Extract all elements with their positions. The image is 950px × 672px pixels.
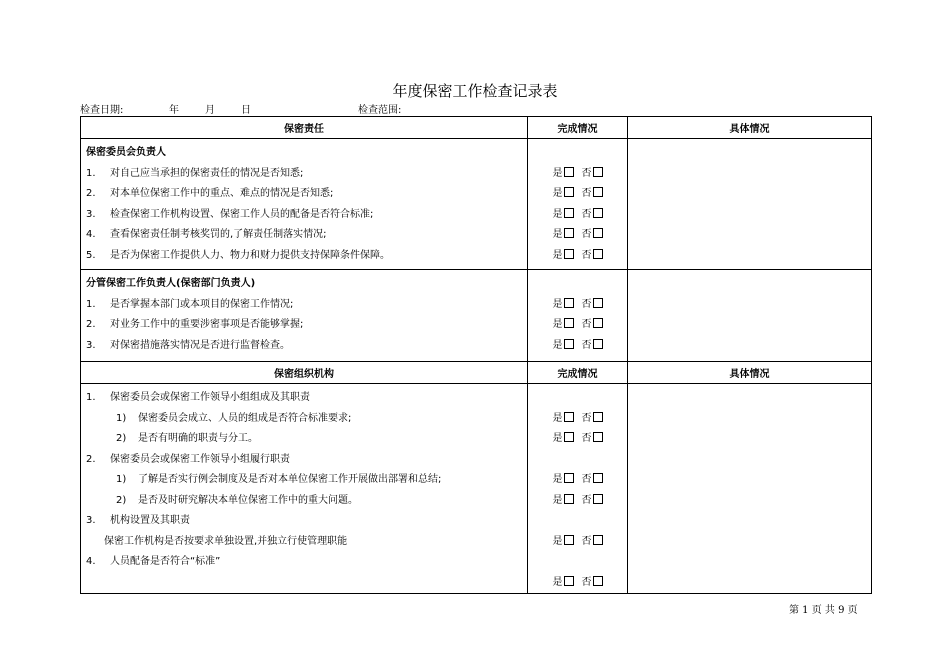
group-row	[81, 384, 872, 594]
yes-no-checkboxes	[528, 573, 627, 594]
completion-cell	[528, 139, 628, 270]
yes-checkbox[interactable]	[564, 339, 574, 349]
yes-label: 是	[552, 535, 563, 547]
yes-no-checkboxes	[528, 164, 627, 185]
no-checkbox[interactable]	[593, 432, 603, 442]
section-header-row	[81, 362, 872, 384]
yes-checkbox[interactable]	[564, 576, 574, 586]
yes-label: 是	[552, 339, 563, 351]
no-checkbox[interactable]	[593, 494, 603, 504]
no-checkbox[interactable]	[593, 167, 603, 177]
no-label: 否	[581, 433, 592, 444]
details-cell[interactable]	[628, 139, 872, 270]
list-item: 2. 保密委员会或保密工作领导小组履行职责	[86, 453, 290, 465]
list-item: 3. 机构设置及其职责	[86, 515, 190, 526]
list-item: 1. 是否掌握本部门或本项目的保密工作情况;	[86, 298, 294, 310]
group-title: 分管保密工作负责人(保密部门负责人)	[86, 278, 256, 289]
no-checkbox[interactable]	[593, 298, 603, 308]
scope-label: 检查范围:	[358, 105, 402, 116]
yes-checkbox[interactable]	[564, 249, 574, 259]
year-label: 年	[169, 105, 179, 116]
no-label: 否	[581, 535, 592, 547]
column-header-completion: 完成情况	[528, 362, 628, 384]
yes-checkbox[interactable]	[564, 187, 574, 197]
column-header-responsibility: 保密责任	[81, 117, 528, 139]
no-checkbox[interactable]	[593, 228, 603, 238]
yes-checkbox[interactable]	[564, 298, 574, 308]
yes-no-checkboxes	[528, 184, 627, 205]
page-footer: 第 1 页 共 9 页	[789, 605, 858, 616]
completion-cell	[528, 270, 628, 362]
no-checkbox[interactable]	[593, 576, 603, 586]
yes-checkbox[interactable]	[564, 432, 574, 442]
yes-label: 是	[552, 474, 563, 485]
group-items-cell	[81, 270, 528, 362]
group-title: 保密委员会负责人	[86, 147, 166, 158]
yes-no-checkboxes	[528, 315, 627, 336]
yes-checkbox[interactable]	[564, 494, 574, 504]
yes-checkbox[interactable]	[564, 473, 574, 483]
yes-no-checkboxes	[528, 205, 627, 226]
yes-checkbox[interactable]	[564, 167, 574, 177]
group-row	[81, 139, 872, 270]
no-checkbox[interactable]	[593, 412, 603, 422]
yes-no-checkboxes	[528, 246, 627, 267]
no-label: 否	[581, 339, 592, 351]
no-label: 否	[581, 167, 592, 179]
yes-label: 是	[552, 188, 563, 199]
no-label: 否	[581, 208, 592, 220]
month-label: 月	[205, 105, 215, 116]
yes-label: 是	[552, 167, 563, 179]
column-header-completion: 完成情况	[528, 117, 628, 139]
yes-no-checkboxes	[528, 295, 627, 316]
no-checkbox[interactable]	[593, 208, 603, 218]
sub-list-item: 2) 是否及时研究解决本单位保密工作中的重大问题。	[116, 494, 358, 506]
list-item: 5. 是否为保密工作提供人力、物力和财力提供支持保障条件保障。	[86, 249, 390, 261]
day-label: 日	[241, 105, 251, 116]
completion-cell	[528, 384, 628, 594]
group-row	[81, 270, 872, 362]
no-checkbox[interactable]	[593, 249, 603, 259]
column-header-organization: 保密组织机构	[81, 362, 528, 384]
no-checkbox[interactable]	[593, 339, 603, 349]
yes-label: 是	[552, 494, 563, 506]
yes-label: 是	[552, 249, 563, 261]
yes-no-checkboxes	[528, 491, 627, 512]
list-item-plain: 保密工作机构是否按要求单独设置,并独立行使管理职能	[104, 535, 348, 547]
list-item: 4. 查看保密责任制考核奖罚的,了解责任制落实情况;	[86, 229, 327, 240]
list-item: 4. 人员配备是否符合“标准”	[86, 556, 221, 567]
sub-list-item: 2) 是否有明确的职责与分工。	[116, 433, 258, 444]
yes-checkbox[interactable]	[564, 318, 574, 328]
no-label: 否	[581, 494, 592, 506]
yes-checkbox[interactable]	[564, 412, 574, 422]
document-title: 年度保密工作检查记录表	[392, 82, 558, 100]
yes-no-checkboxes	[528, 225, 627, 246]
yes-no-checkboxes	[528, 532, 627, 553]
column-header-details: 具体情况	[628, 117, 872, 139]
list-item: 2. 对本单位保密工作中的重点、难点的情况是否知悉;	[86, 188, 334, 199]
yes-checkbox[interactable]	[564, 535, 574, 545]
list-item: 1. 对自己应当承担的保密责任的情况是否知悉;	[86, 167, 304, 179]
details-cell[interactable]	[628, 270, 872, 362]
yes-label: 是	[552, 208, 563, 220]
yes-no-checkboxes	[528, 409, 627, 430]
no-label: 否	[581, 249, 592, 261]
no-checkbox[interactable]	[593, 535, 603, 545]
no-label: 否	[581, 474, 592, 485]
list-item: 3. 对保密措施落实情况是否进行监督检查。	[86, 339, 290, 351]
yes-label: 是	[552, 229, 563, 240]
no-label: 否	[581, 319, 592, 330]
no-label: 否	[581, 298, 592, 310]
group-items-cell	[81, 139, 528, 270]
yes-label: 是	[552, 433, 563, 444]
yes-checkbox[interactable]	[564, 228, 574, 238]
yes-label: 是	[552, 298, 563, 310]
list-item: 3. 检查保密工作机构设置、保密工作人员的配备是否符合标准;	[86, 208, 374, 220]
no-checkbox[interactable]	[593, 473, 603, 483]
no-label: 否	[581, 412, 592, 424]
yes-label: 是	[552, 576, 563, 588]
list-item: 2. 对业务工作中的重要涉密事项是否能够掌握;	[86, 319, 304, 330]
yes-no-checkboxes	[528, 429, 627, 450]
sub-list-item: 1) 了解是否实行例会制度及是否对本单位保密工作开展做出部署和总结;	[116, 474, 442, 485]
no-checkbox[interactable]	[593, 187, 603, 197]
date-label: 检查日期:	[80, 105, 124, 116]
no-checkbox[interactable]	[593, 318, 603, 328]
sub-list-item: 1) 保密委员会成立、人员的组成是否符合标准要求;	[116, 412, 352, 424]
no-label: 否	[581, 229, 592, 240]
yes-checkbox[interactable]	[564, 208, 574, 218]
no-label: 否	[581, 188, 592, 199]
section-header-row	[81, 117, 872, 139]
details-cell[interactable]	[628, 384, 872, 594]
yes-no-checkboxes	[528, 336, 627, 357]
column-header-details: 具体情况	[628, 362, 872, 384]
group-items-cell	[81, 384, 528, 594]
no-label: 否	[581, 576, 592, 588]
list-item: 1. 保密委员会或保密工作领导小组组成及其职责	[86, 392, 310, 403]
yes-no-checkboxes	[528, 470, 627, 491]
yes-label: 是	[552, 319, 563, 330]
yes-label: 是	[552, 412, 563, 424]
inspection-table	[80, 116, 872, 594]
